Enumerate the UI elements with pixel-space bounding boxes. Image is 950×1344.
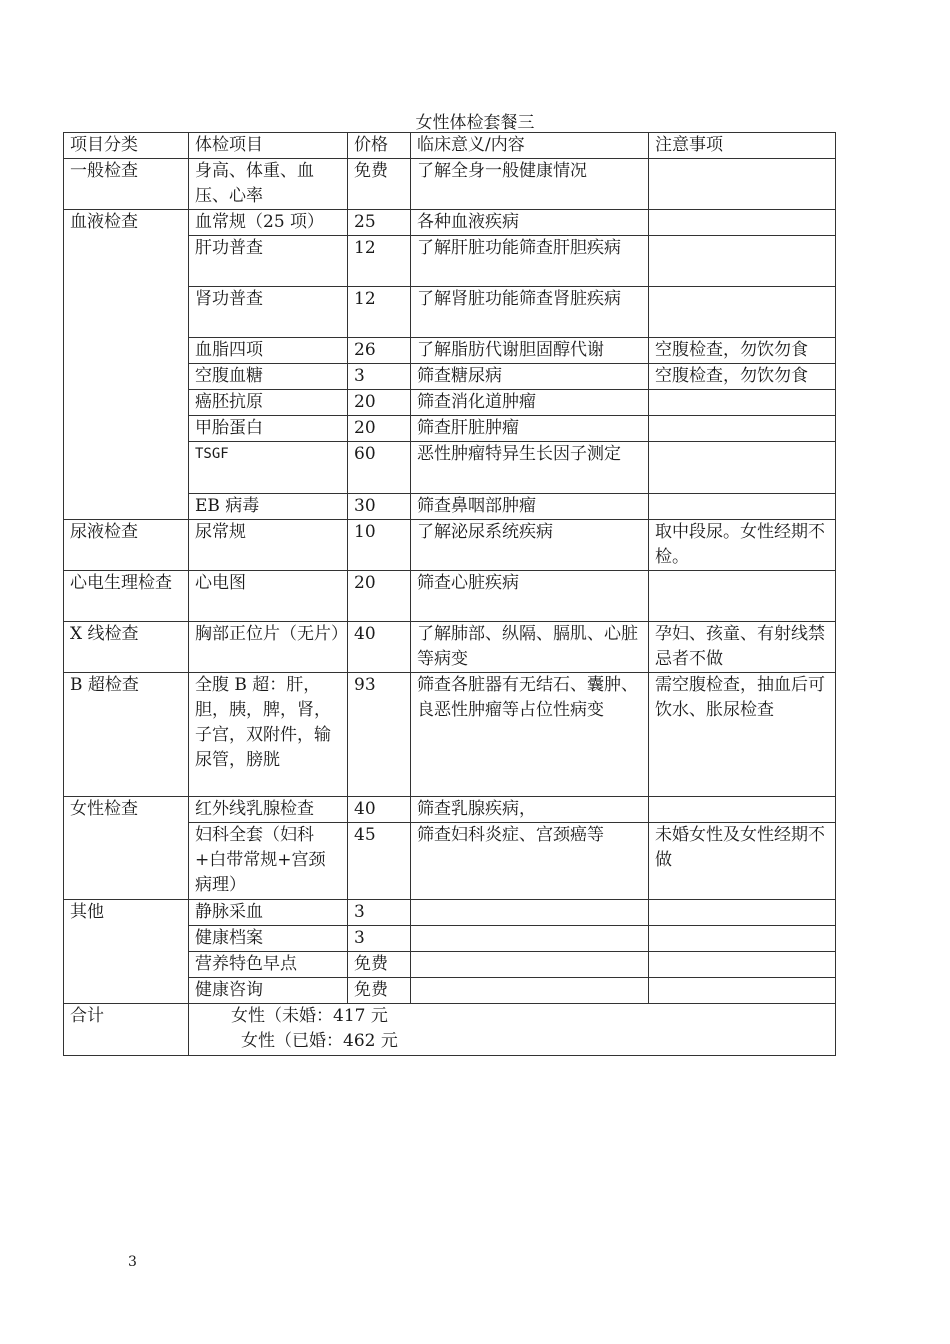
note-cell: 需空腹检查，抽血后可饮水、胀尿检查 <box>649 673 836 797</box>
price-cell: 20 <box>348 416 411 442</box>
table-header-row <box>64 133 836 159</box>
meaning-cell: 了解肺部、纵隔、膈肌、心脏等病变 <box>411 622 649 673</box>
price-cell: 12 <box>348 236 411 287</box>
item-cell: 心电图 <box>189 571 348 622</box>
meaning-cell: 各种血液疾病 <box>411 210 649 236</box>
meaning-cell <box>411 926 649 952</box>
meaning-cell: 了解脂肪代谢胆固醇代谢 <box>411 338 649 364</box>
item-cell: 胸部正位片（无片） <box>189 622 348 673</box>
meaning-cell: 了解肾脏功能筛查肾脏疾病 <box>411 287 649 338</box>
header-category: 项目分类 <box>64 133 189 159</box>
item-cell: 癌胚抗原 <box>189 390 348 416</box>
price-cell: 免费 <box>348 978 411 1004</box>
category-cell: 其他 <box>64 900 189 1004</box>
price-cell: 25 <box>348 210 411 236</box>
note-cell <box>649 390 836 416</box>
item-cell: 身高、体重、血压、心率 <box>189 159 348 210</box>
category-cell: 女性检查 <box>64 797 189 900</box>
header-meaning: 临床意义/内容 <box>411 133 649 159</box>
note-cell <box>649 900 836 926</box>
meaning-cell: 筛查心脏疾病 <box>411 571 649 622</box>
price-cell: 3 <box>348 364 411 390</box>
item-cell: 甲胎蛋白 <box>189 416 348 442</box>
note-cell <box>649 287 836 338</box>
item-cell: 营养特色早点 <box>189 952 348 978</box>
price-cell: 12 <box>348 287 411 338</box>
note-cell: 孕妇、孩童、有射线禁忌者不做 <box>649 622 836 673</box>
meaning-cell: 了解泌尿系统疾病 <box>411 520 649 571</box>
note-cell <box>649 236 836 287</box>
meaning-cell: 筛查乳腺疾病， <box>411 797 649 823</box>
note-cell <box>649 159 836 210</box>
meaning-cell <box>411 978 649 1004</box>
table-row <box>64 673 836 797</box>
item-cell: 肾功普查 <box>189 287 348 338</box>
meaning-cell: 筛查各脏器有无结石、囊肿、良恶性肿瘤等占位性病变 <box>411 673 649 797</box>
meaning-cell: 筛查肝脏肿瘤 <box>411 416 649 442</box>
item-cell: 健康咨询 <box>189 978 348 1004</box>
meaning-cell: 了解全身一般健康情况 <box>411 159 649 210</box>
price-cell: 40 <box>348 622 411 673</box>
total-label: 合计 <box>64 1004 189 1056</box>
note-cell <box>649 416 836 442</box>
price-cell: 30 <box>348 494 411 520</box>
note-cell <box>649 442 836 494</box>
checkup-package-table <box>63 132 836 1056</box>
item-cell: 空腹血糖 <box>189 364 348 390</box>
note-cell <box>649 494 836 520</box>
item-cell: EB 病毒 <box>189 494 348 520</box>
meaning-cell <box>411 900 649 926</box>
table-row <box>64 159 836 210</box>
category-cell: 尿液检查 <box>64 520 189 571</box>
header-note: 注意事项 <box>649 133 836 159</box>
category-cell: B 超检查 <box>64 673 189 797</box>
total-row <box>64 1004 836 1056</box>
total-values <box>189 1004 836 1056</box>
item-cell: 血脂四项 <box>189 338 348 364</box>
note-cell: 空腹检查，勿饮勿食 <box>649 338 836 364</box>
item-cell: 静脉采血 <box>189 900 348 926</box>
price-cell: 45 <box>348 823 411 900</box>
price-cell: 10 <box>348 520 411 571</box>
meaning-cell: 了解肝脏功能筛查肝胆疾病 <box>411 236 649 287</box>
note-cell <box>649 797 836 823</box>
table-row <box>64 210 836 236</box>
meaning-cell: 筛查妇科炎症、宫颈癌等 <box>411 823 649 900</box>
price-cell: 40 <box>348 797 411 823</box>
note-cell <box>649 210 836 236</box>
price-cell: 20 <box>348 571 411 622</box>
table-row <box>64 520 836 571</box>
category-cell: 血液检查 <box>64 210 189 520</box>
document-title: 女性体检套餐三 <box>415 113 535 133</box>
item-cell: 血常规（25 项） <box>189 210 348 236</box>
item-cell: 妇科全套（妇科+白带常规+宫颈病理） <box>189 823 348 900</box>
price-cell: 免费 <box>348 952 411 978</box>
price-cell: 26 <box>348 338 411 364</box>
price-cell: 3 <box>348 900 411 926</box>
category-cell: X 线检查 <box>64 622 189 673</box>
category-cell: 一般检查 <box>64 159 189 210</box>
price-cell: 93 <box>348 673 411 797</box>
note-cell <box>649 952 836 978</box>
meaning-cell <box>411 952 649 978</box>
price-cell: 免费 <box>348 159 411 210</box>
note-cell: 空腹检查，勿饮勿食 <box>649 364 836 390</box>
note-cell <box>649 926 836 952</box>
meaning-cell: 筛查糖尿病 <box>411 364 649 390</box>
meaning-cell: 恶性肿瘤特异生长因子测定 <box>411 442 649 494</box>
table-row <box>64 797 836 823</box>
item-cell: 肝功普查 <box>189 236 348 287</box>
note-cell <box>649 571 836 622</box>
item-cell: TSGF <box>189 442 348 494</box>
item-cell: 尿常规 <box>189 520 348 571</box>
table-row <box>64 622 836 673</box>
table-row <box>64 571 836 622</box>
item-cell: 红外线乳腺检查 <box>189 797 348 823</box>
item-cell: 健康档案 <box>189 926 348 952</box>
note-cell: 取中段尿。女性经期不检。 <box>649 520 836 571</box>
total-unmarried: 女性（未婚：417 元 <box>231 1006 388 1026</box>
header-price: 价格 <box>348 133 411 159</box>
category-cell: 心电生理检查 <box>64 571 189 622</box>
meaning-cell: 筛查鼻咽部肿瘤 <box>411 494 649 520</box>
total-married: 女性（已婚：462 元 <box>241 1031 398 1051</box>
price-cell: 60 <box>348 442 411 494</box>
price-cell: 3 <box>348 926 411 952</box>
item-cell: 全腹 B 超：肝，胆，胰，脾，肾，子宫，双附件，输尿管，膀胱 <box>189 673 348 797</box>
header-item: 体检项目 <box>189 133 348 159</box>
meaning-cell: 筛查消化道肿瘤 <box>411 390 649 416</box>
price-cell: 20 <box>348 390 411 416</box>
note-cell <box>649 978 836 1004</box>
note-cell: 未婚女性及女性经期不做 <box>649 823 836 900</box>
table-row <box>64 900 836 926</box>
page-number: 3 <box>128 1254 137 1270</box>
